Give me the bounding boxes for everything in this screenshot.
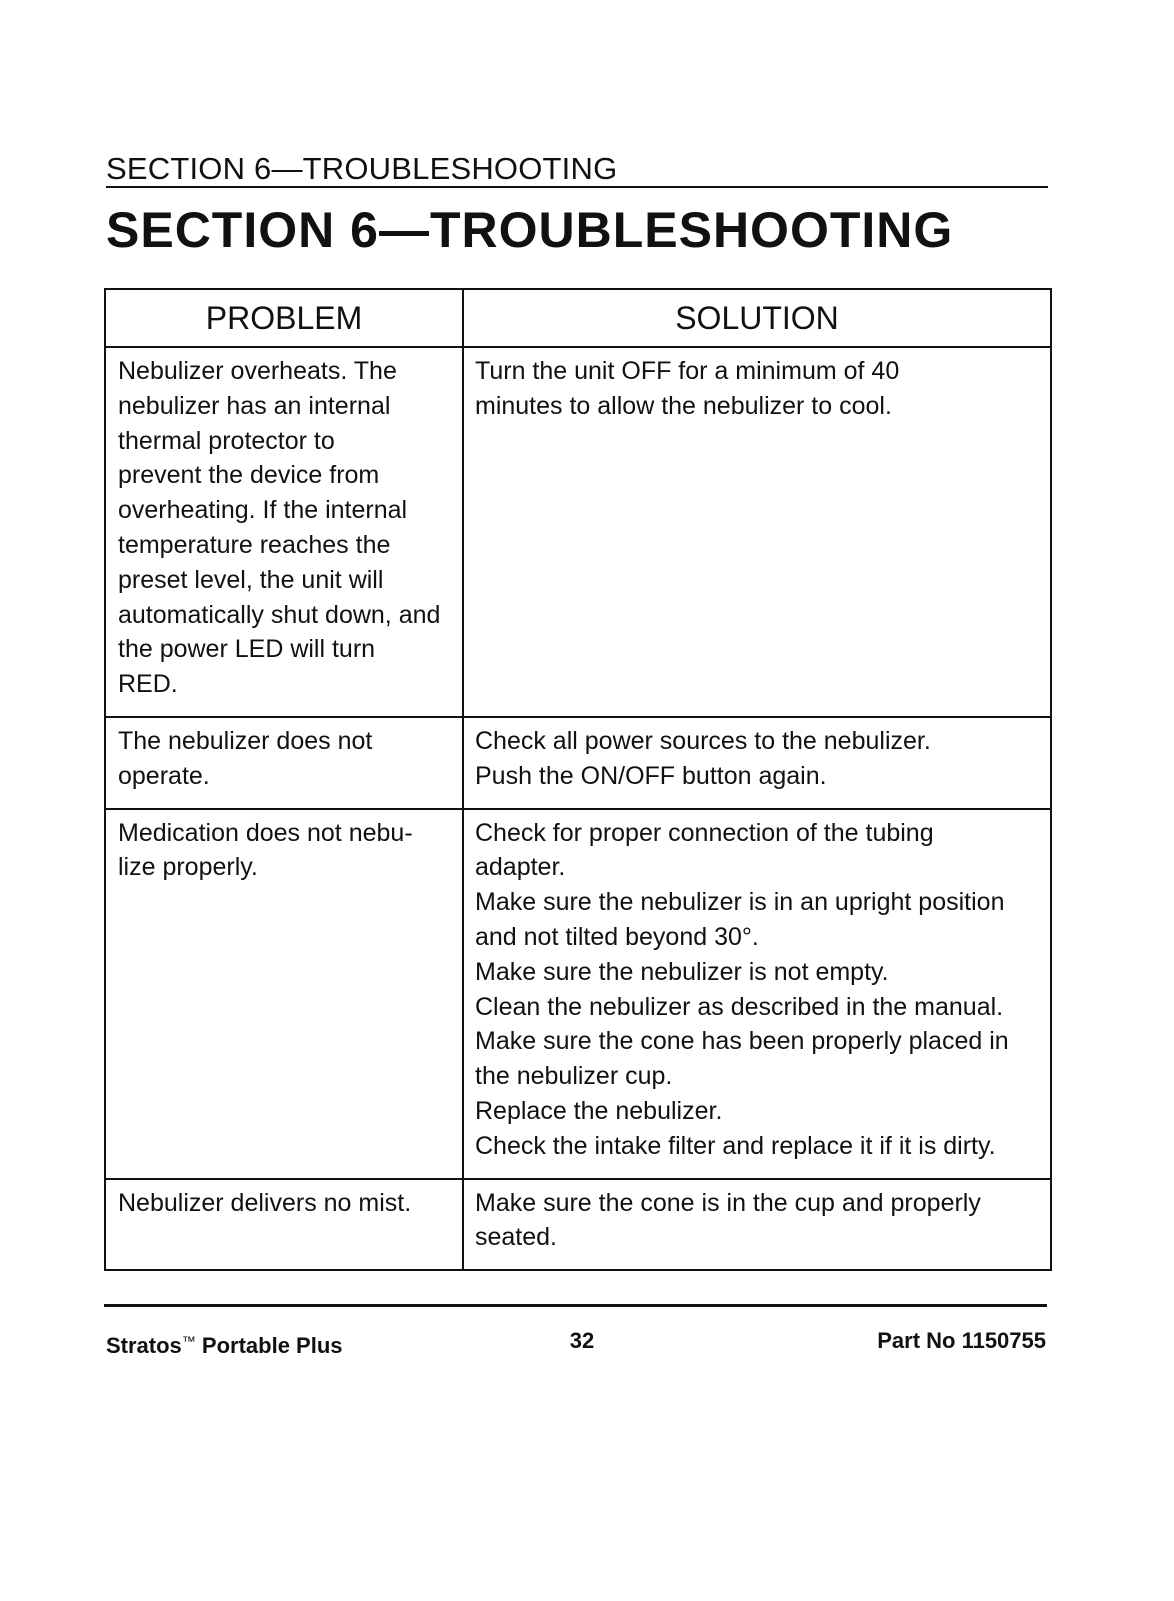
column-header-problem: PROBLEM	[105, 289, 463, 347]
table-row	[105, 809, 1051, 1179]
solution-cell-line: Turn the unit OFF for a minimum of 40	[475, 357, 900, 385]
solution-cell-line: the nebulizer cup.	[475, 1062, 673, 1091]
solution-cell	[463, 717, 1051, 809]
problem-cell	[105, 809, 463, 1179]
trademark-symbol: ™	[181, 1333, 196, 1349]
solution-cell-line: Clean the nebulizer as described in the manual.	[475, 992, 1004, 1021]
solution-cell-line: Check the intake filter and replace it if it is dirty.	[475, 1131, 996, 1160]
page-title: SECTION 6—TROUBLESHOOTING	[106, 202, 954, 258]
column-header-solution: SOLUTION	[463, 289, 1051, 347]
problem-cell-line: the power LED will turn	[118, 635, 376, 664]
problem-cell-line: thermal protector to	[118, 426, 335, 455]
problem-cell-line: nebulizer has an internal	[118, 391, 391, 420]
page-footer	[106, 1326, 1046, 1356]
problem-cell-line: preset level, the unit will	[118, 565, 384, 594]
table-row	[105, 347, 1051, 717]
solution-cell-line: Check all power sources to the nebulizer.	[475, 726, 931, 755]
page-number: 32	[569, 1328, 595, 1353]
problem-cell-line: operate.	[118, 761, 210, 790]
solution-cell-line: Push the ON/OFF button again.	[475, 761, 827, 790]
solution-cell-line: adapter.	[475, 853, 566, 882]
solution-cell-line: minutes to allow the nebulizer to cool.	[475, 391, 892, 420]
footer-product-name: Stratos™ Portable Plus	[106, 1333, 343, 1358]
footer-divider	[104, 1304, 1047, 1307]
problem-cell-line: The nebulizer does not	[118, 726, 373, 755]
problem-cell-line: automatically shut down, and	[118, 600, 441, 629]
solution-cell-line: seated.	[475, 1223, 558, 1252]
problem-cell-line: lize properly.	[118, 853, 258, 882]
running-header: SECTION 6—TROUBLESHOOTING	[106, 150, 1048, 188]
problem-cell-line: Nebulizer overheats. The	[118, 357, 397, 385]
solution-cell	[463, 347, 1051, 717]
solution-cell-line: Make sure the nebulizer is in an upright position	[475, 888, 1005, 917]
troubleshooting-table	[104, 288, 1052, 1271]
table-header-row	[105, 289, 1051, 347]
solution-cell	[463, 1179, 1051, 1271]
solution-cell	[463, 809, 1051, 1179]
problem-cell-line: RED.	[118, 670, 178, 699]
problem-cell	[105, 347, 463, 717]
solution-cell-line: and not tilted beyond 30°.	[475, 922, 759, 951]
solution-cell-line: Make sure the cone has been properly placed in	[475, 1027, 1009, 1056]
table-row	[105, 1179, 1051, 1271]
problem-cell-line: prevent the device from	[118, 461, 380, 490]
solution-cell-line: Replace the nebulizer.	[475, 1096, 723, 1125]
solution-cell-line: Check for proper connection of the tubing	[475, 818, 934, 847]
problem-cell	[105, 717, 463, 809]
table-row	[105, 717, 1051, 809]
solution-cell-line: Make sure the cone is in the cup and properly	[475, 1188, 981, 1217]
problem-cell-line: temperature reaches the	[118, 530, 391, 559]
solution-cell-line: Make sure the nebulizer is not empty.	[475, 957, 889, 986]
problem-cell-line: Nebulizer delivers no mist.	[118, 1188, 412, 1217]
problem-cell	[105, 1179, 463, 1271]
problem-cell-line: Medication does not nebu-	[118, 818, 413, 847]
problem-cell-line: overheating. If the internal	[118, 496, 408, 525]
part-number: Part No 1150755	[877, 1328, 1046, 1353]
